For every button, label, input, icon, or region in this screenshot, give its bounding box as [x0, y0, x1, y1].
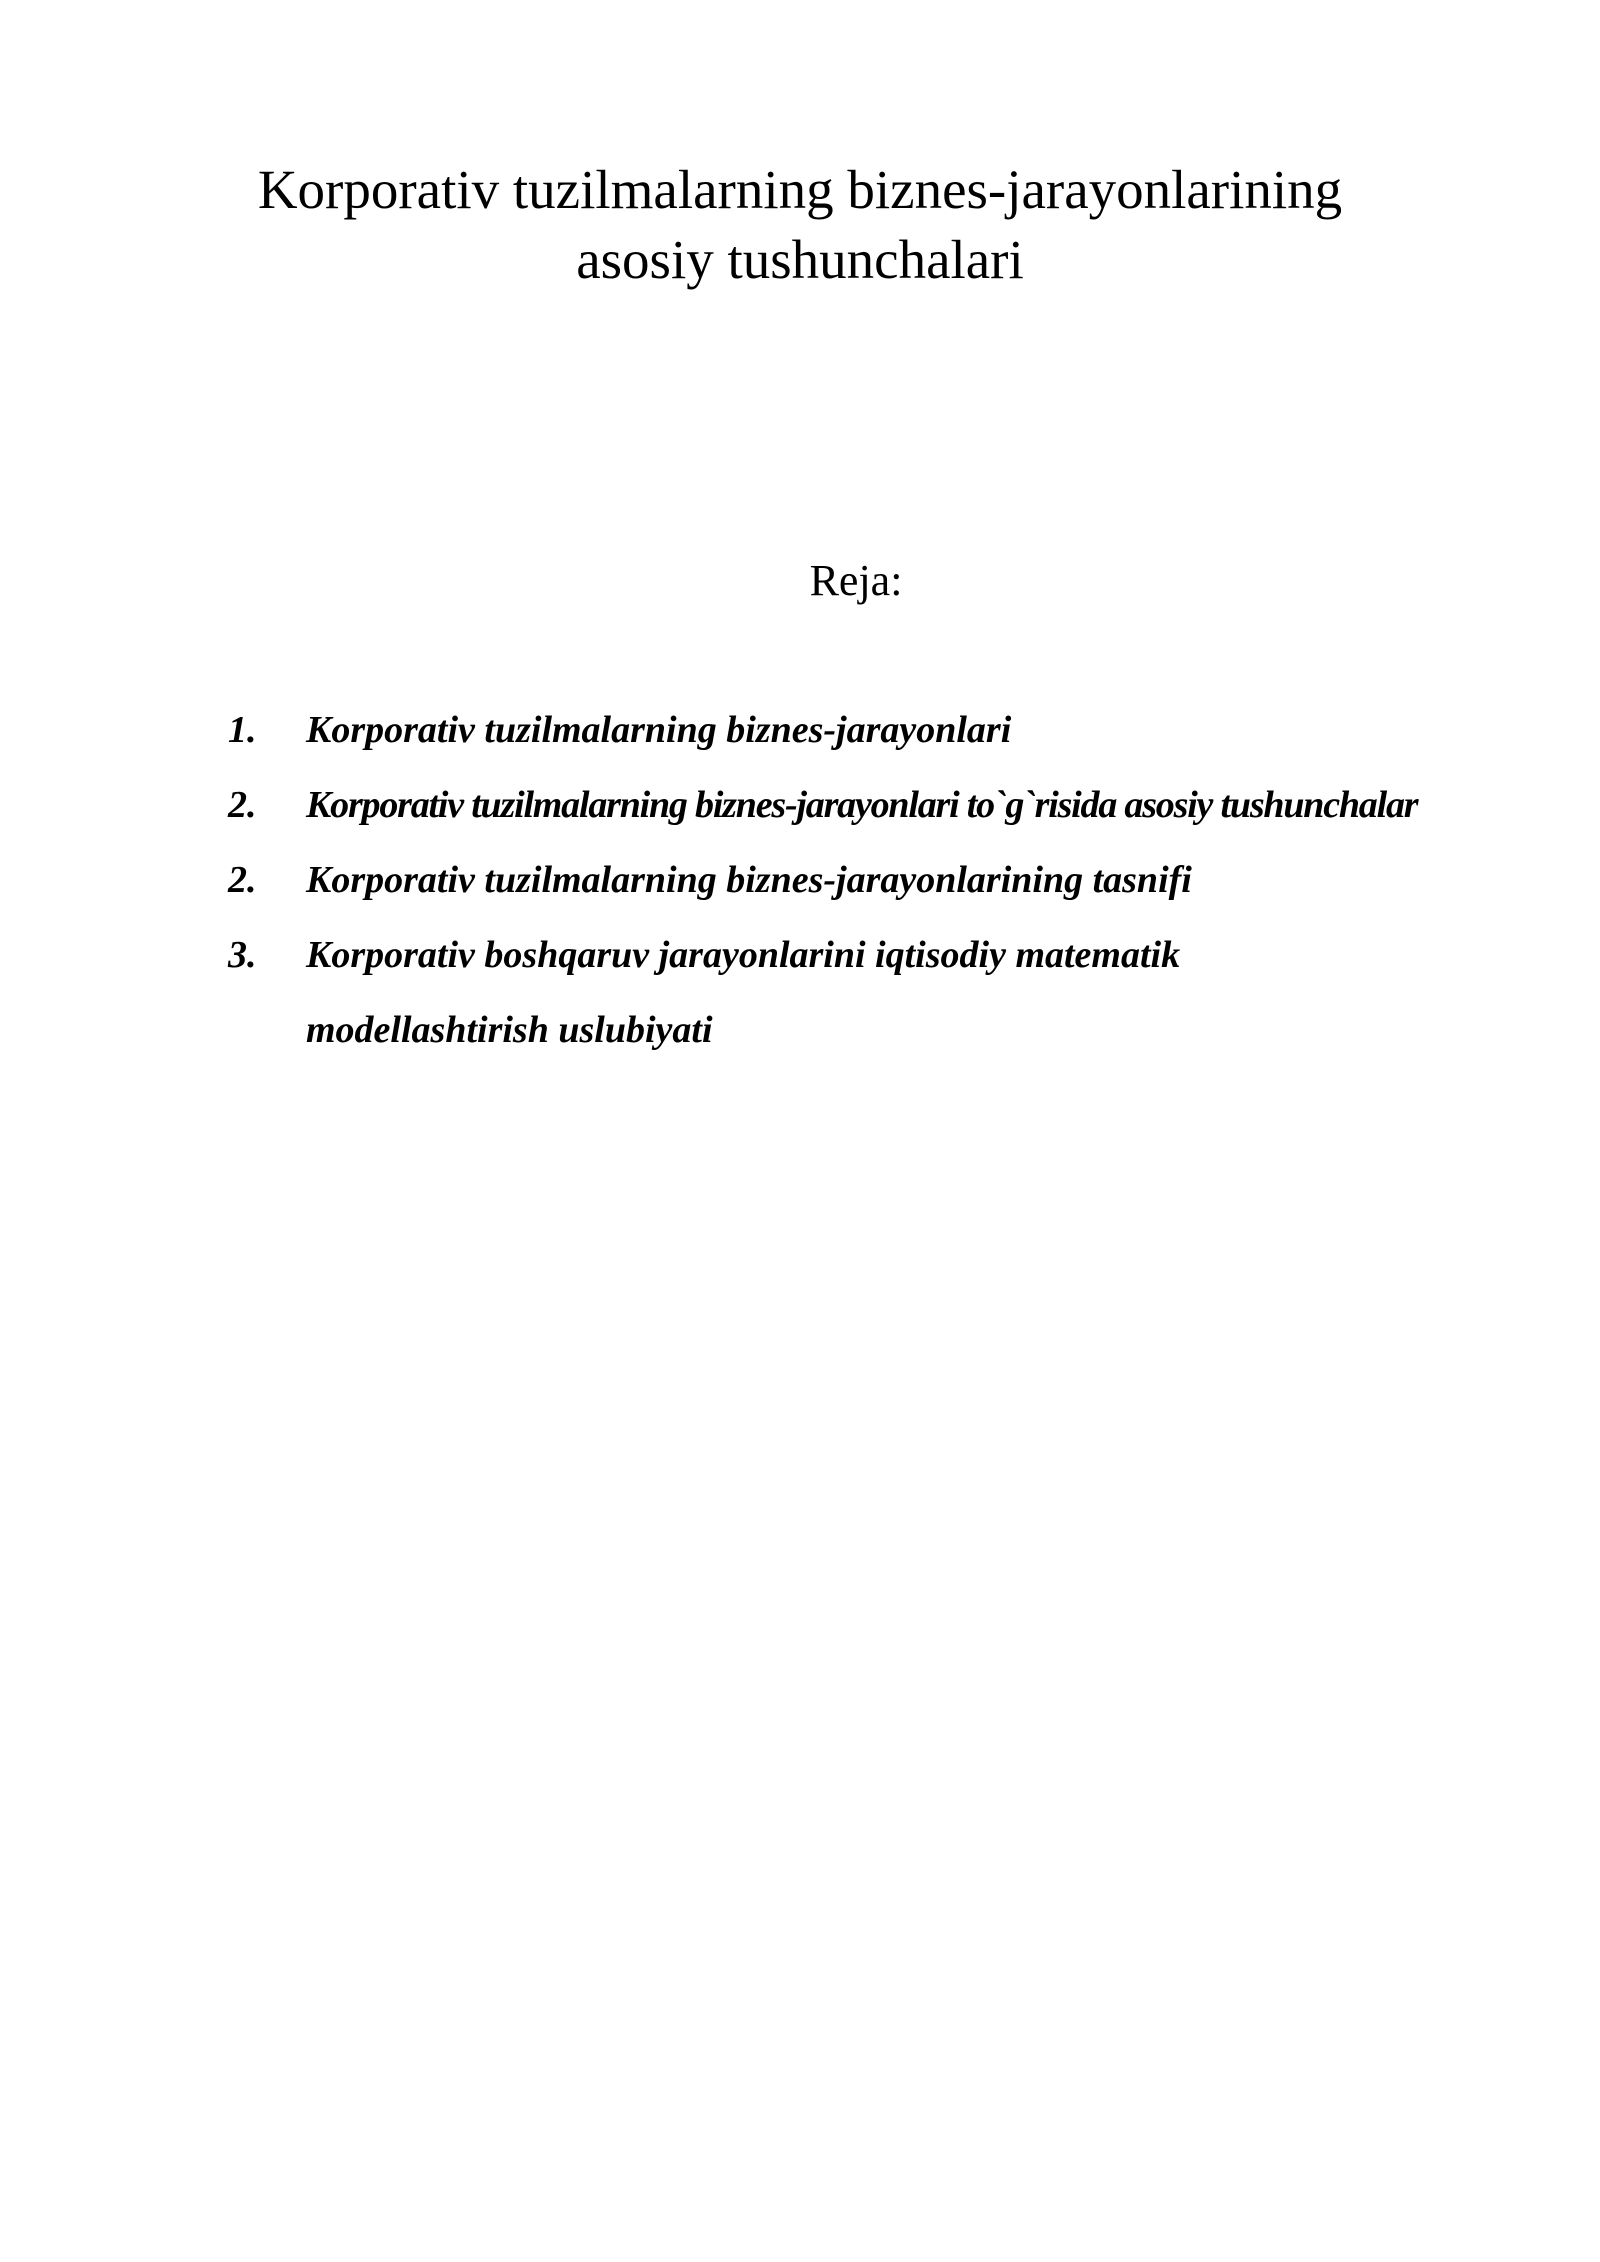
title-line-2: asosiy tushunchalari — [576, 229, 1024, 290]
plan-item-text: Korporativ boshqaruv jarayonlarini iqtisodiy matematik modellashtirish uslubiyati — [306, 934, 1181, 1051]
plan-item-1 — [228, 693, 1428, 768]
plan-list — [228, 693, 1428, 1068]
plan-item-4 — [228, 918, 1428, 1068]
plan-heading: Reja: — [809, 556, 903, 605]
plan-item-2 — [228, 768, 1428, 843]
plan-item-text: Korporativ tuzilmalarning biznes-jarayonlari to`g`risida asosiy tushunchalar — [306, 784, 1418, 826]
plan-item-number: 2. — [228, 859, 257, 901]
title-line-1: Korporativ tuzilmalarning biznes-jarayonlarining — [257, 159, 1343, 220]
plan-item-text: Korporativ tuzilmalarning biznes-jarayonlari — [306, 709, 1012, 751]
plan-item-3 — [228, 843, 1428, 918]
plan-item-number: 2. — [228, 784, 257, 826]
page-title — [0, 155, 1600, 295]
plan-item-number: 3. — [228, 934, 257, 976]
plan-item-text: Korporativ tuzilmalarning biznes-jarayonlarining tasnifi — [306, 859, 1192, 901]
plan-item-number: 1. — [228, 709, 257, 751]
